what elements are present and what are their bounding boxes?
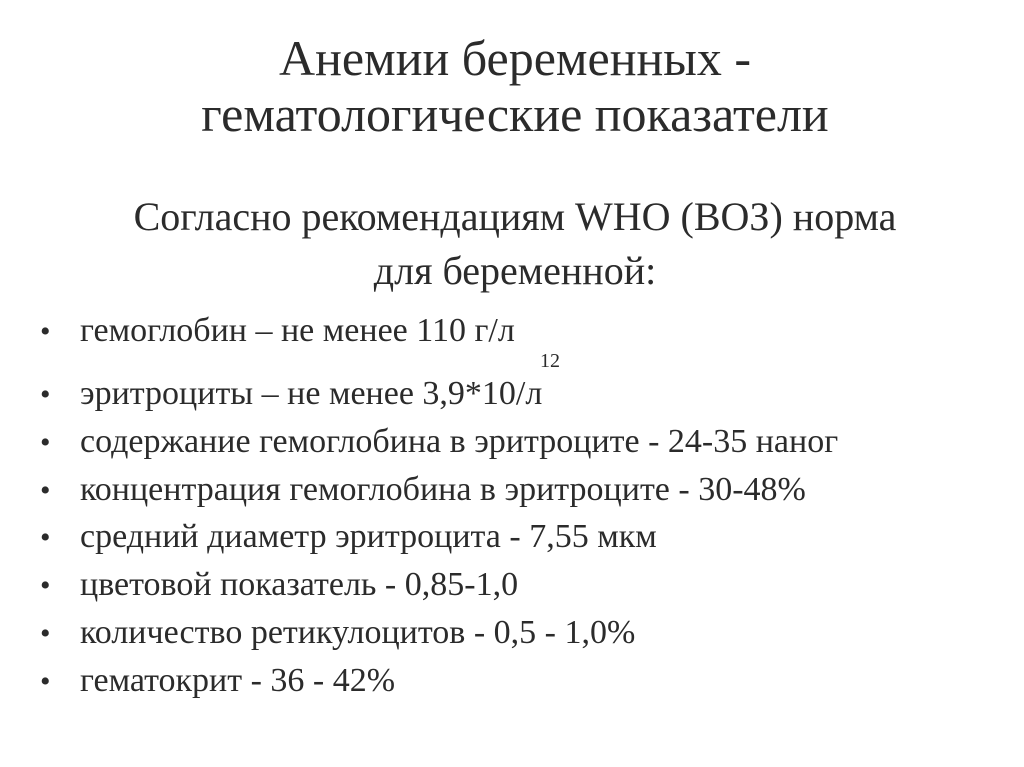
list-item-text: гемоглобин – не менее 110 г/л [80, 312, 515, 349]
list-item-text: гематокрит - 36 - 42% [80, 662, 396, 699]
list-item-mchc [40, 466, 1000, 514]
list-item-text: цветовой показатель - 0,85-1,0 [80, 566, 519, 603]
list-item-hematocrit [40, 657, 1000, 705]
list-item-text: средний диаметр эритроцита - 7,55 мкм [80, 518, 657, 555]
title-line-2: гематологические показатели [201, 86, 829, 142]
subtitle-line-1: Согласно рекомендациям WHO (ВОЗ) норма [133, 194, 897, 239]
bullet-icon: • [40, 617, 51, 650]
list-item-text: эритроциты – не менее 3,9*10/л [80, 375, 543, 412]
list-item-text: содержание гемоглобина в эритроците - 24-35 наног [80, 423, 839, 460]
bullet-icon: • [40, 426, 51, 459]
bullet-icon: • [40, 569, 51, 602]
list-item-diameter [40, 513, 1000, 561]
list-item-text: количество ретикулоцитов - 0,5 - 1,0% [80, 614, 636, 651]
bullet-icon: • [40, 474, 51, 507]
list-item-text: концентрация гемоглобина в эритроците - 30-48% [80, 471, 806, 508]
list-item-hemoglobin [40, 307, 1000, 355]
bullet-icon: • [40, 378, 51, 411]
list-item-color-index [40, 561, 1000, 609]
list-item-reticulocytes [40, 609, 1000, 657]
bullet-icon: • [40, 315, 51, 348]
title-line-1: Анемии беременных - [279, 30, 751, 86]
list-item-mch [40, 418, 1000, 466]
subtitle-line-2: для беременной: [373, 248, 657, 293]
bullet-icon: • [40, 665, 51, 698]
bullet-icon: • [40, 521, 51, 554]
exponent-label: 12 [540, 350, 560, 372]
list-item-erythrocytes [40, 370, 1000, 418]
